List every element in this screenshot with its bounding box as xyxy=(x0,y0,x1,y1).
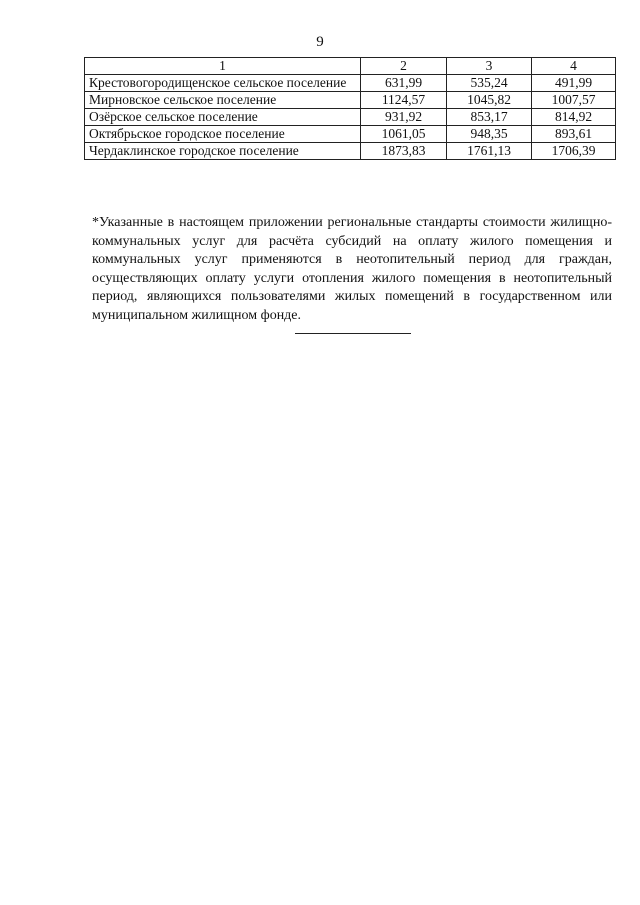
settlement-name-cell: Октябрьское городское поселение xyxy=(85,126,361,143)
column-header: 2 xyxy=(361,58,447,75)
value-cell: 1706,39 xyxy=(532,143,616,160)
table-row xyxy=(85,92,616,109)
value-cell: 631,99 xyxy=(361,75,447,92)
settlement-name-cell: Мирновское сельское поселение xyxy=(85,92,361,109)
tariff-table xyxy=(84,57,616,160)
value-cell: 814,92 xyxy=(532,109,616,126)
value-cell: 1045,82 xyxy=(447,92,532,109)
table-row xyxy=(85,75,616,92)
value-cell: 1007,57 xyxy=(532,92,616,109)
table-header-row xyxy=(85,58,616,75)
settlement-name-cell: Крестовогородищенское сельское поселение xyxy=(85,75,361,92)
value-cell: 1061,05 xyxy=(361,126,447,143)
value-cell: 491,99 xyxy=(532,75,616,92)
column-header: 1 xyxy=(85,58,361,75)
settlement-name-cell: Чердаклинское городское поселение xyxy=(85,143,361,160)
value-cell: 853,17 xyxy=(447,109,532,126)
table-header xyxy=(85,58,616,75)
value-cell: 1761,13 xyxy=(447,143,532,160)
settlement-name-cell: Озёрское сельское поселение xyxy=(85,109,361,126)
page-number: 9 xyxy=(316,34,324,50)
value-cell: 893,61 xyxy=(532,126,616,143)
value-cell: 948,35 xyxy=(447,126,532,143)
footnote-paragraph: *Указанные в настоящем приложении региональные стандарты стоимости жилищно-коммунальных услуг для расчёта субсидий на оплату жилого помещения и коммунальных услуг применяются в неотопительный период для граждан, осуществляющих оплату услуги отопления жилого помещения в неотопительный период, являющихся пользователями жилых помещений в государственном или муниципальном жилищном фонде. xyxy=(92,215,612,323)
closing-divider-line xyxy=(295,333,411,334)
value-cell: 1873,83 xyxy=(361,143,447,160)
table-row xyxy=(85,109,616,126)
value-cell: 535,24 xyxy=(447,75,532,92)
table-body xyxy=(85,75,616,160)
column-header: 4 xyxy=(532,58,616,75)
value-cell: 931,92 xyxy=(361,109,447,126)
column-header: 3 xyxy=(447,58,532,75)
table-row xyxy=(85,143,616,160)
value-cell: 1124,57 xyxy=(361,92,447,109)
table-row xyxy=(85,126,616,143)
